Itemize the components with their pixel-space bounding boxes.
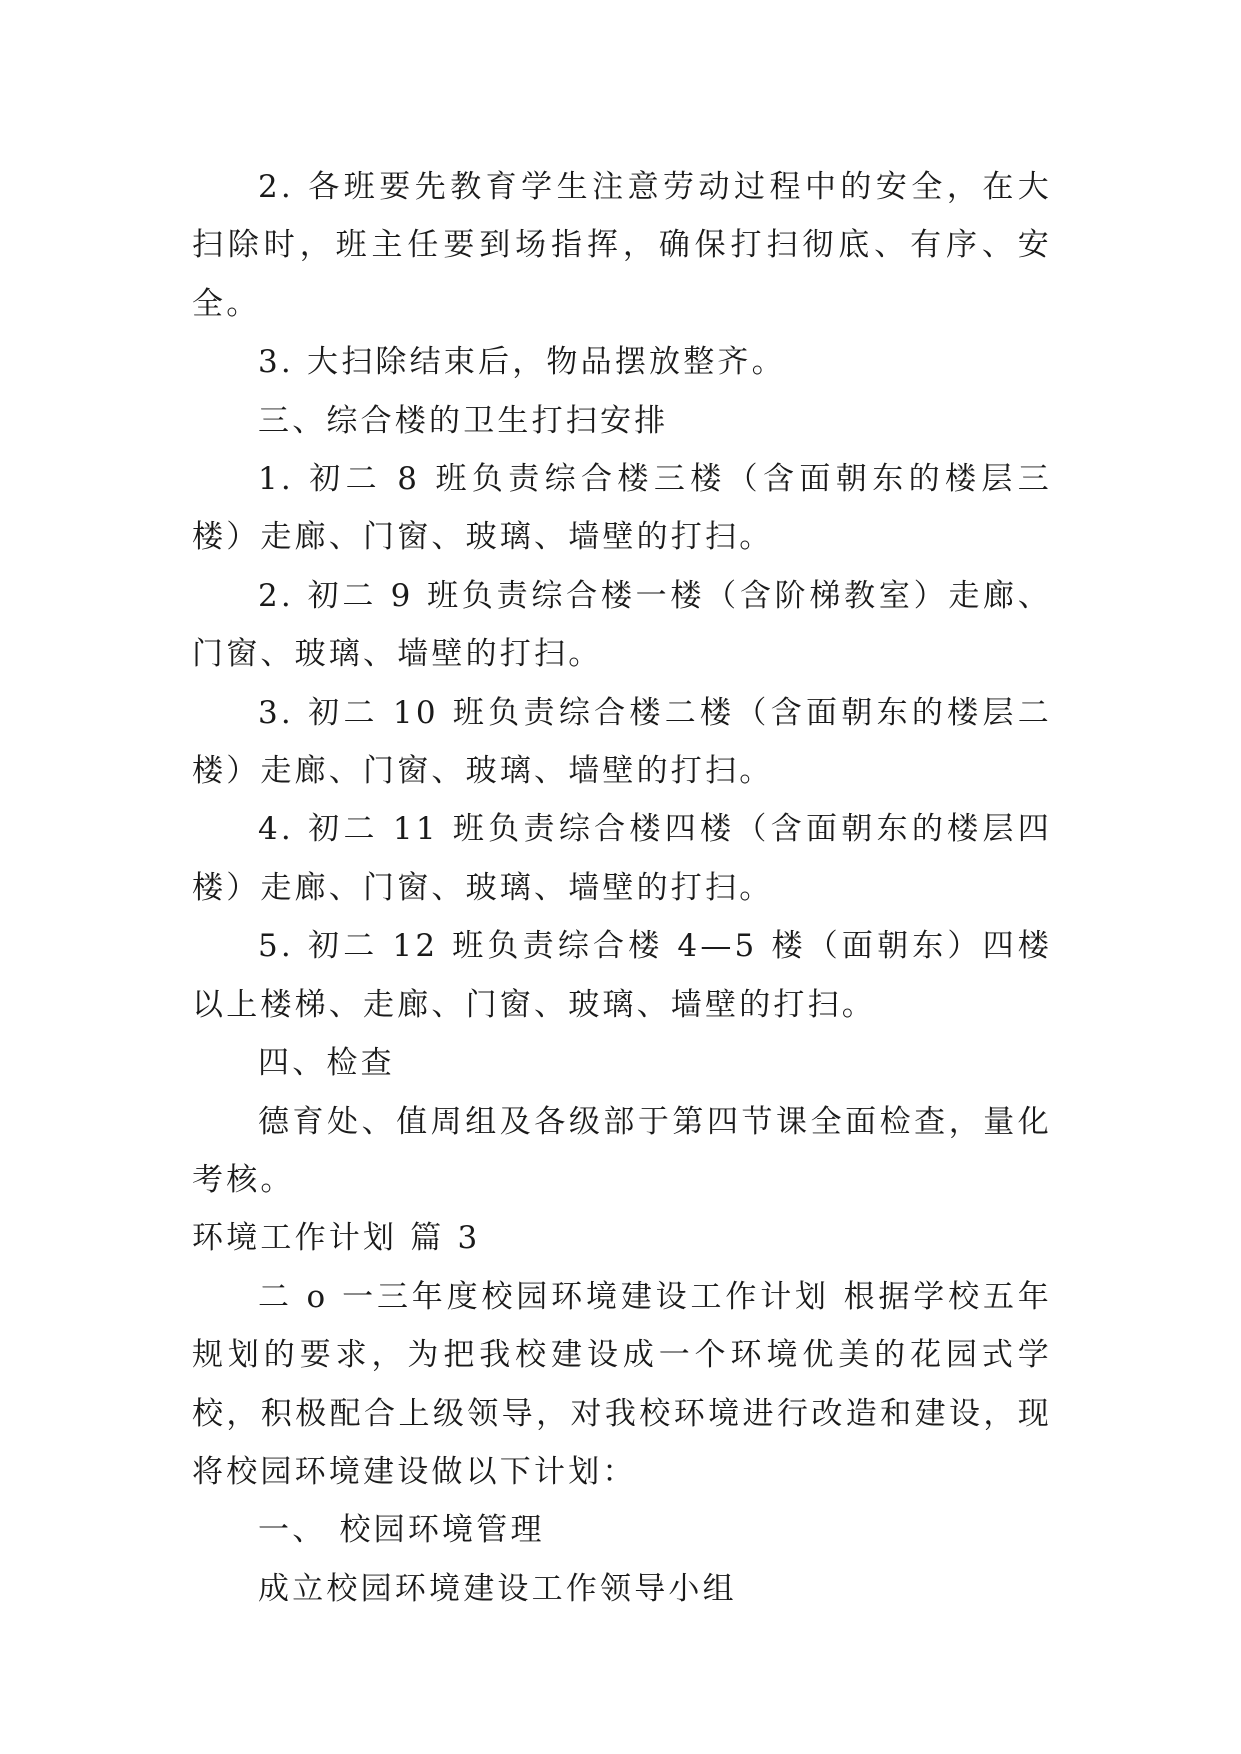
document-body [192, 158, 1052, 1618]
paragraph-class-12: 5. 初二 12 班负责综合楼 4—5 楼（面朝东）四楼以上楼梯、走廊、门窗、玻璃、墙壁的打扫。 [192, 928, 1052, 1023]
paragraph-class-8: 1. 初二 8 班负责综合楼三楼（含面朝东的楼层三楼）走廊、门窗、玻璃、墙壁的打扫。 [192, 461, 1052, 556]
section-heading-campus-management: 一、 校园环境管理 [258, 1512, 545, 1549]
section-heading-inspection: 四、检查 [258, 1045, 395, 1082]
paragraph-tidy: 3. 大扫除结束后，物品摆放整齐。 [258, 344, 786, 381]
section-heading-complex-building: 三、综合楼的卫生打扫安排 [258, 402, 669, 439]
article-title: 环境工作计划 篇 3 [192, 1220, 481, 1257]
paragraph-leadership-group: 成立校园环境建设工作领导小组 [258, 1570, 737, 1607]
paragraph-inspection: 德育处、值周组及各级部于第四节课全面检查，量化考核。 [192, 1103, 1052, 1198]
paragraph-safety: 2. 各班要先教育学生注意劳动过程中的安全，在大扫除时，班主任要到场指挥，确保打扫彻底、有序、安全。 [192, 169, 1052, 322]
paragraph-plan-intro: 二 o 一三年度校园环境建设工作计划 根据学校五年规划的要求，为把我校建设成一个环境优美的花园式学校，积极配合上级领导，对我校环境进行改造和建设，现将校园环境建设做以下计划： [192, 1278, 1052, 1490]
paragraph-class-9: 2. 初二 9 班负责综合楼一楼（含阶梯教室）走廊、门窗、玻璃、墙壁的打扫。 [192, 577, 1052, 673]
paragraph-class-11: 4. 初二 11 班负责综合楼四楼（含面朝东的楼层四楼）走廊、门窗、玻璃、墙壁的打扫。 [192, 811, 1052, 906]
paragraph-class-10: 3. 初二 10 班负责综合楼二楼（含面朝东的楼层二楼）走廊、门窗、玻璃、墙壁的打扫。 [192, 694, 1052, 790]
